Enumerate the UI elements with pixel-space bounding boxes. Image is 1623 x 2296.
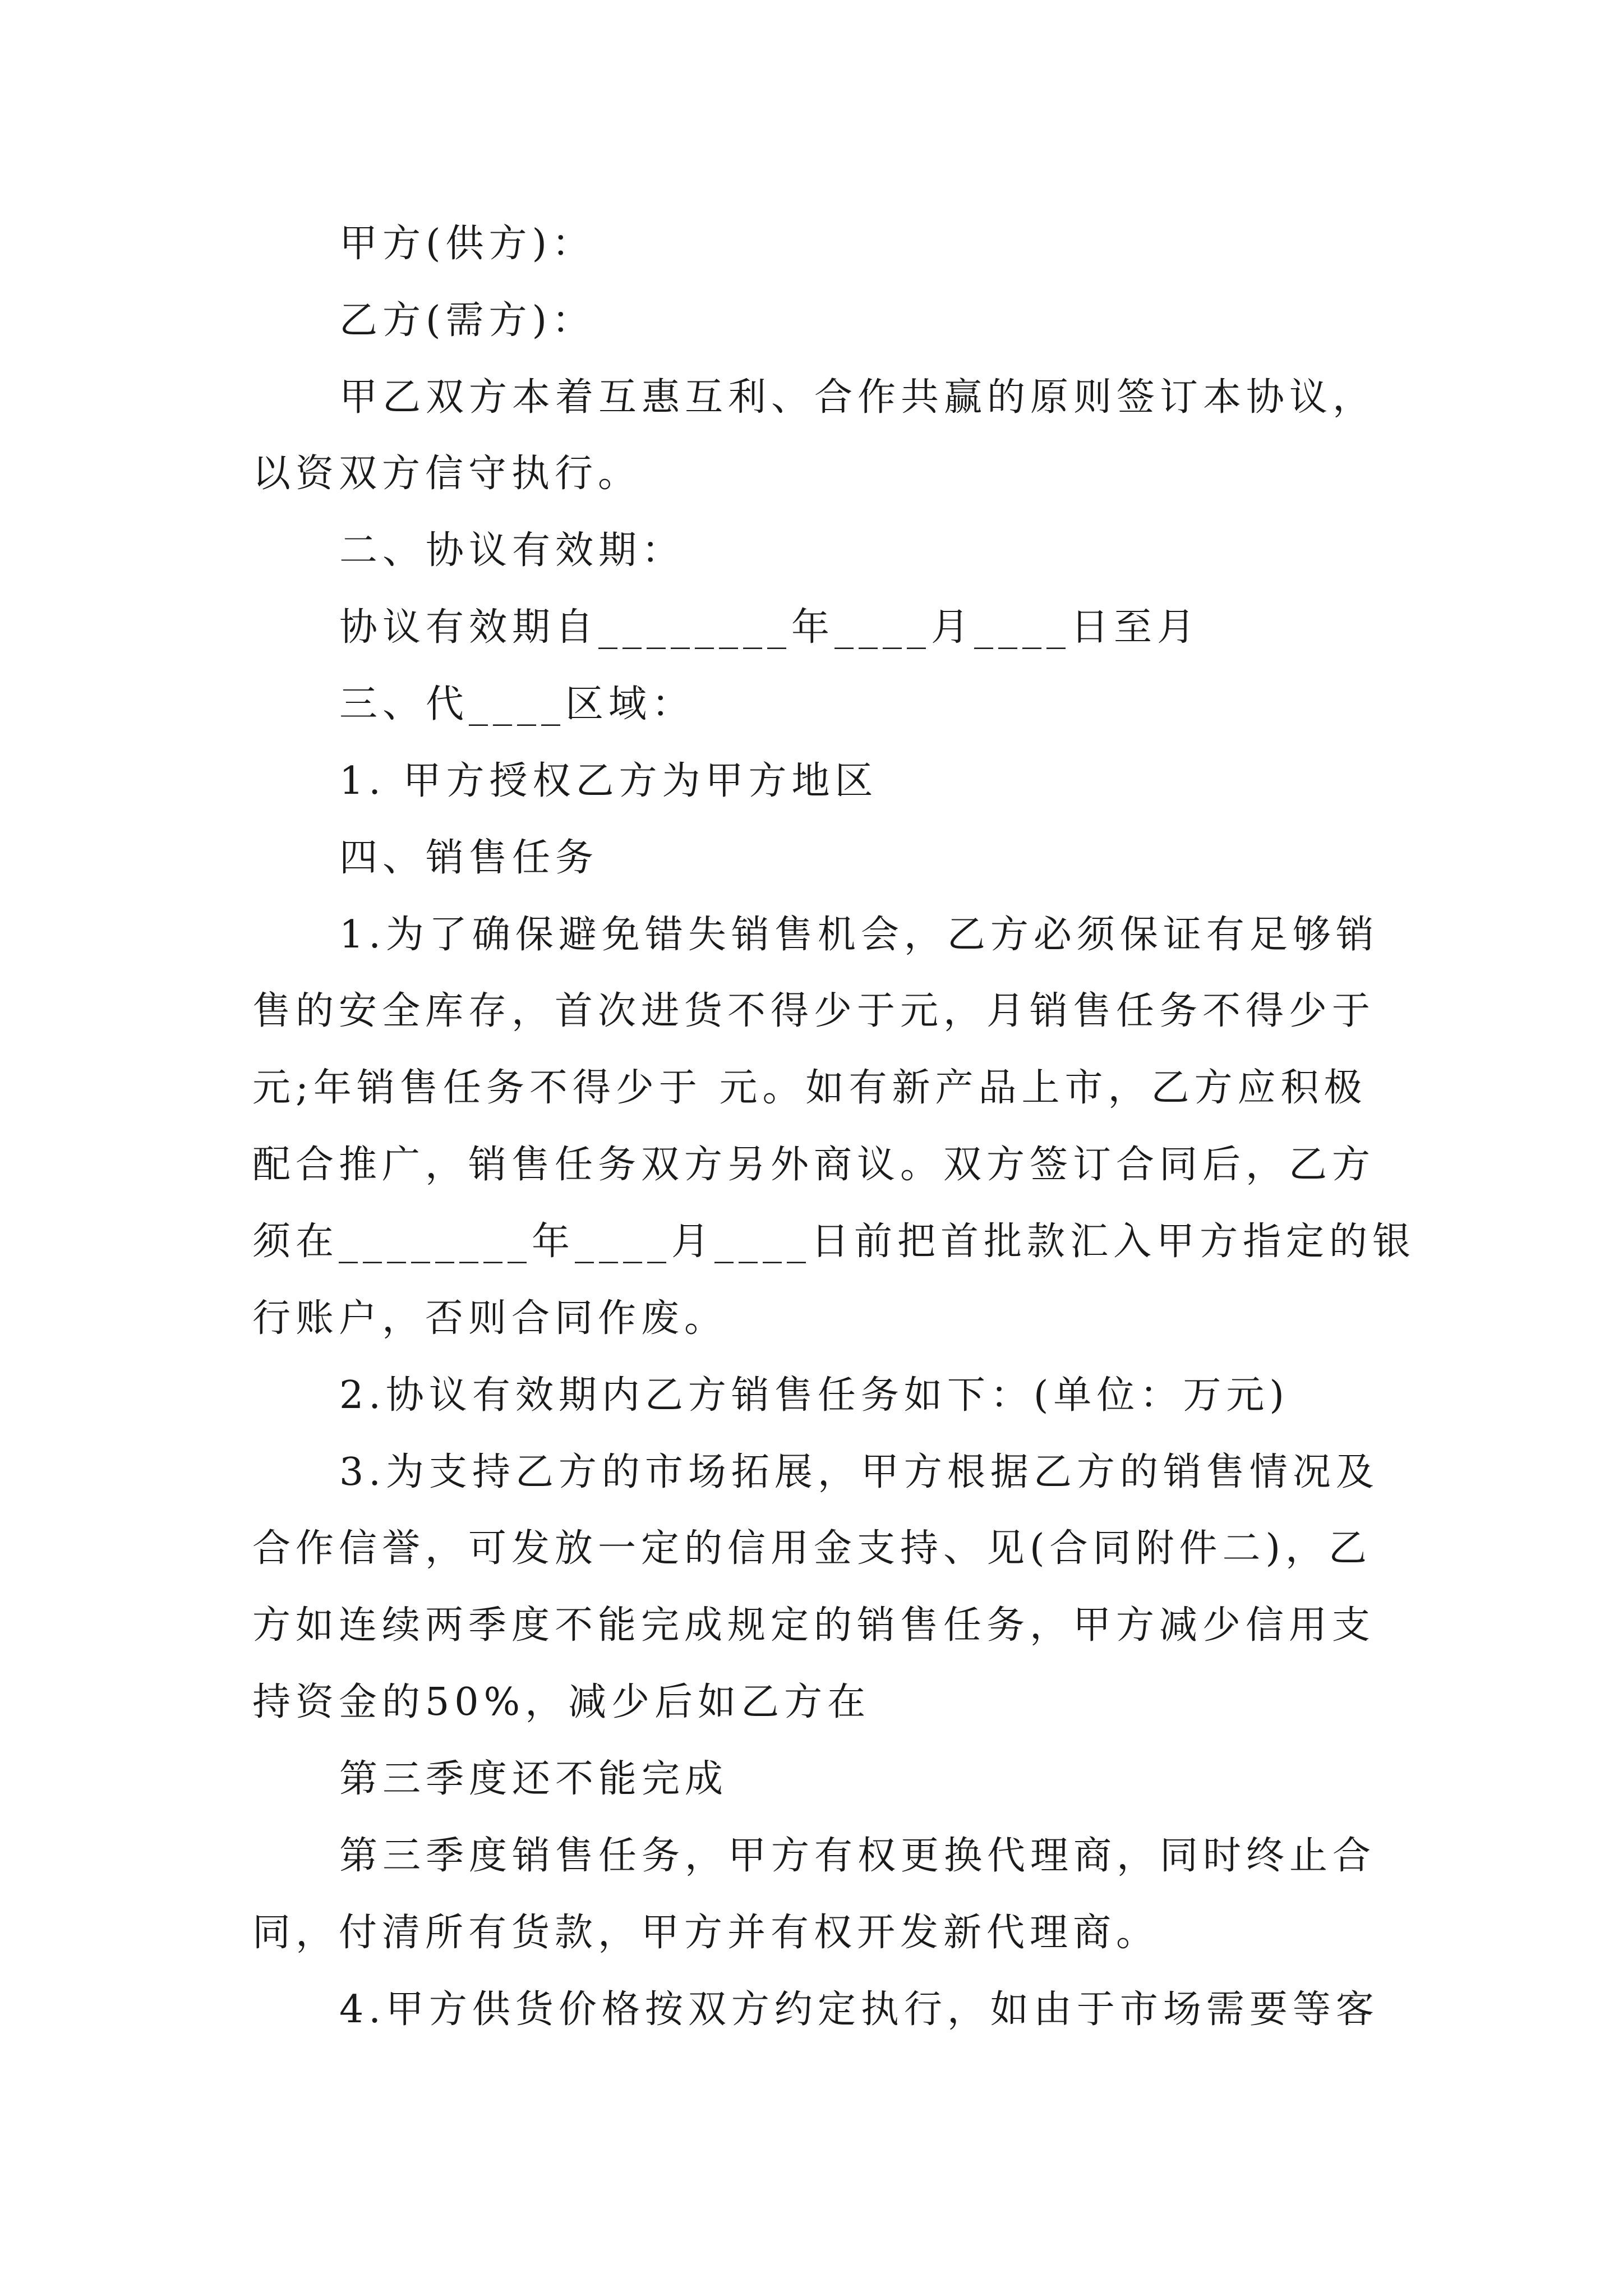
paragraph-line: 须在________年____月____日前把首批款汇入甲方指定的银 xyxy=(252,1220,1416,1264)
paragraph-line: 合作信誉，可发放一定的信用金支持、见(合同附件二)，乙 xyxy=(252,1526,1372,1571)
party-a-line: 甲方(供方)： xyxy=(339,222,596,266)
paragraph-line: 第三季度还不能完成 xyxy=(339,1757,728,1801)
section-heading: 三、代____区域： xyxy=(339,682,695,726)
section-heading: 四、销售任务 xyxy=(339,836,599,880)
paragraph-line: 行账户，否则合同作废。 xyxy=(252,1296,728,1341)
party-b-line: 乙方(需方)： xyxy=(339,298,596,343)
paragraph-line: 持资金的50%，减少后如乙方在 xyxy=(252,1680,871,1724)
paragraph-line: 3.为支持乙方的市场拓展，甲方根据乙方的销售情况及 xyxy=(339,1450,1379,1494)
section-heading: 二、协议有效期： xyxy=(339,528,685,573)
paragraph-line: 以资双方信守执行。 xyxy=(252,452,642,496)
paragraph-line: 配合推广，销售任务双方另外商议。双方签订合同后，乙方 xyxy=(252,1143,1376,1187)
paragraph-line: 第三季度销售任务，甲方有权更换代理商，同时终止合 xyxy=(339,1834,1376,1878)
paragraph-line: 方如连续两季度不能完成规定的销售任务，甲方减少信用支 xyxy=(252,1603,1376,1648)
paragraph-line: 2.协议有效期内乙方销售任务如下：(单位：万元) xyxy=(339,1373,1289,1418)
paragraph-line: 元;年销售任务不得少于 元。如有新产品上市，乙方应积极 xyxy=(252,1066,1367,1110)
paragraph-line: 4.甲方供货价格按双方约定执行，如由于市场需要等客 xyxy=(339,1987,1379,2032)
paragraph-line: 协议有效期自________年____月____日至月 xyxy=(339,605,1201,650)
paragraph-line: 甲乙双方本着互惠互利、合作共赢的原则签订本协议， xyxy=(339,375,1376,420)
paragraph-line: 同，付清所有货款，甲方并有权开发新代理商。 xyxy=(252,1911,1160,1955)
paragraph-line: 售的安全库存，首次进货不得少于元，月销售任务不得少于 xyxy=(252,989,1376,1033)
paragraph-line: 1.为了确保避免错失销售机会，乙方必须保证有足够销 xyxy=(339,913,1379,957)
paragraph-line: 1. 甲方授权乙方为甲方地区 xyxy=(339,759,878,803)
